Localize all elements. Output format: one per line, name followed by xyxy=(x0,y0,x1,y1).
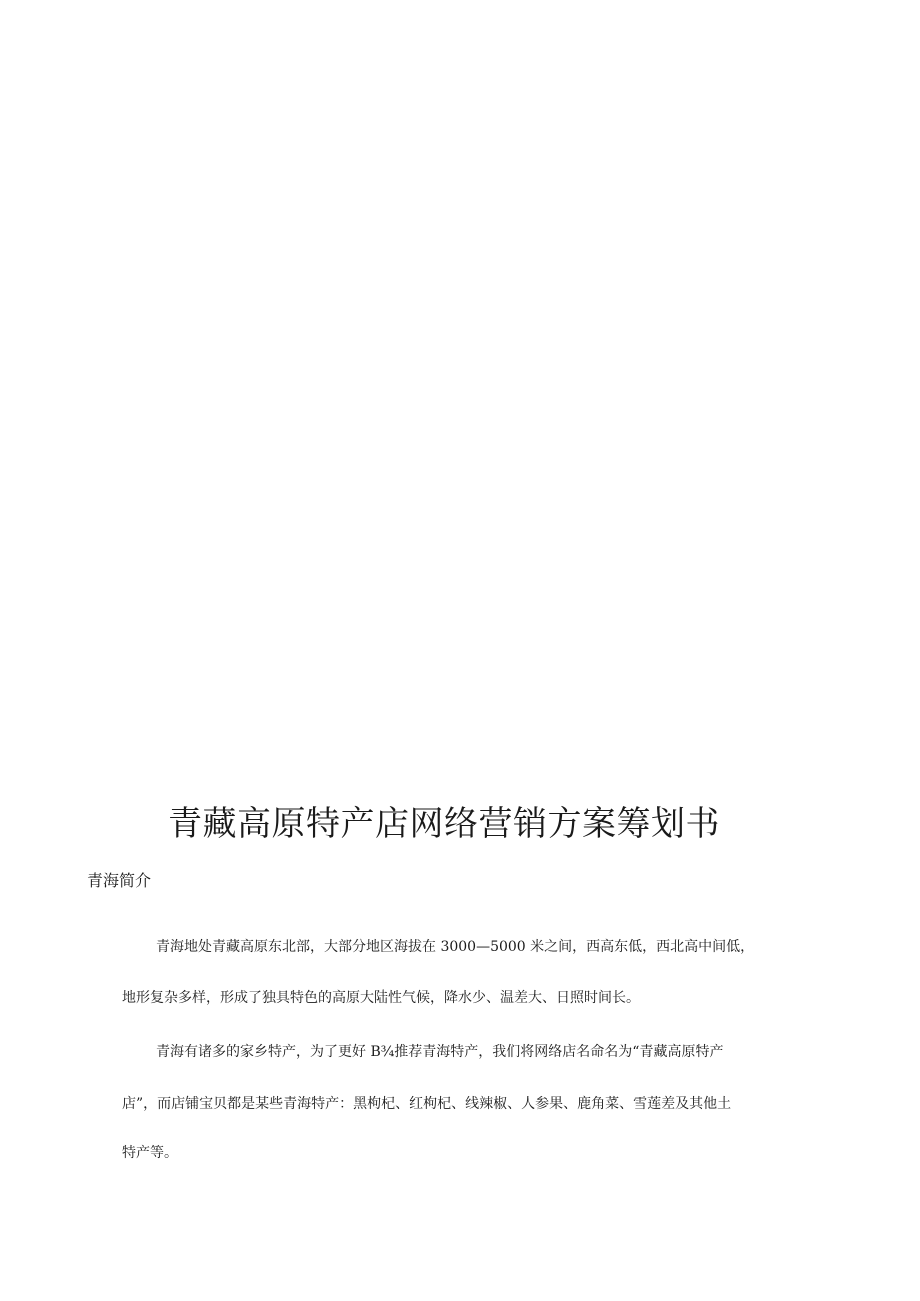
paragraph-intro-line-1: 青海地处青藏高原东北部，大部分地区海拔在 3000—5000 米之间，西高东低，西北高中间低， xyxy=(156,939,755,955)
paragraph-products-line-3: 特产等。 xyxy=(122,1145,178,1161)
document-title: 青藏高原特产店网络营销方案筹划书 xyxy=(168,804,720,844)
paragraph-products-line-2: 店”，而店铺宝贝都是某些青海特产：黑枸杞、红枸杞、线辣椒、人参果、鹿角菜、雪莲差及其他土 xyxy=(122,1096,732,1112)
section-heading: 青海简介 xyxy=(87,871,152,890)
paragraph-intro-line-2: 地形复杂多样，形成了独具特色的高原大陆性气候，降水少、温差大、日照时间长。 xyxy=(122,990,640,1006)
paragraph-products-line-1: 青海有诸多的家乡特产，为了更好 B¾推荐青海特产，我们将网络店名命名为“青藏高原特产 xyxy=(156,1044,724,1060)
